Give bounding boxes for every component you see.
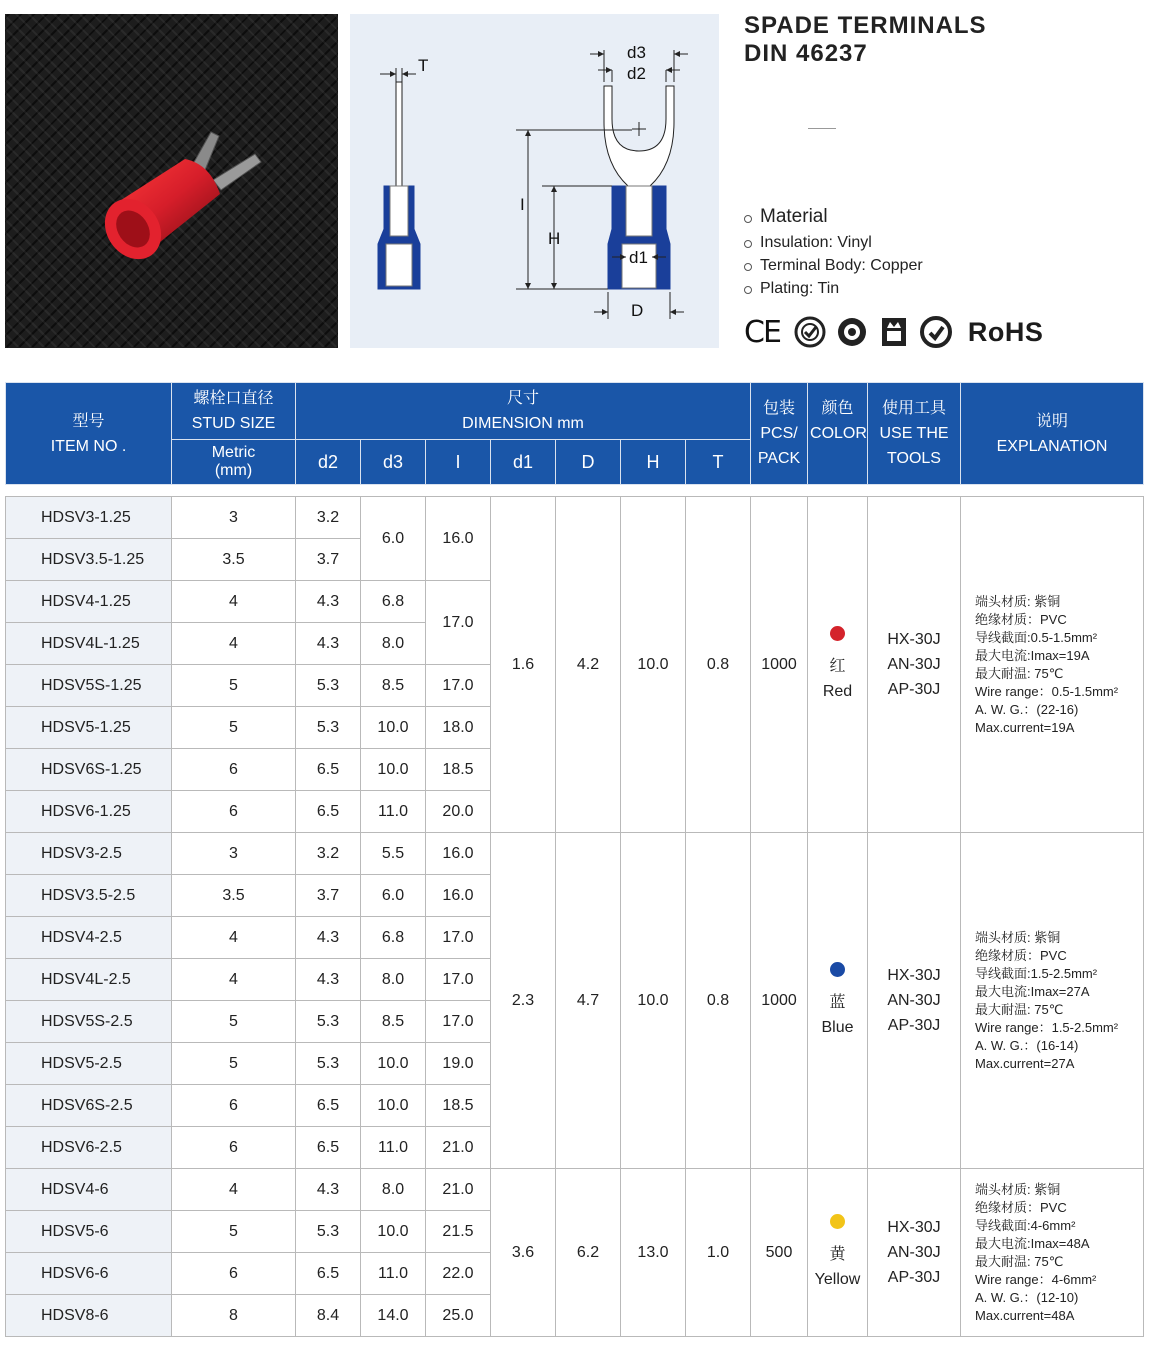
d2-cell: 4.3: [296, 623, 361, 665]
header-pack: 包装 PCS/ PACK: [751, 383, 808, 485]
table-row: [6, 833, 1144, 875]
header-color: 颜色 COLOR: [808, 383, 868, 485]
spec-table: [5, 382, 1144, 1337]
metric-cell: 4: [172, 581, 296, 623]
d2-cell: 4.3: [296, 917, 361, 959]
I-cell: 20.0: [426, 791, 491, 833]
metric-cell: 3.5: [172, 539, 296, 581]
label-H: H: [548, 229, 561, 248]
material-list: [744, 205, 923, 300]
d1-cell: 2.3: [491, 833, 556, 1169]
I-cell: 16.0: [426, 833, 491, 875]
metric-cell: 5: [172, 665, 296, 707]
pack-cell: 1000: [751, 497, 808, 833]
table-row: [6, 1169, 1144, 1211]
I-cell: 21.0: [426, 1127, 491, 1169]
header-item: 型号 ITEM NO .: [6, 383, 172, 485]
d3-cell: 11.0: [361, 1127, 426, 1169]
header-stud-size: 螺栓口直径 STUD SIZE: [172, 383, 296, 440]
I-cell: 19.0: [426, 1043, 491, 1085]
I-cell: 17.0: [426, 665, 491, 707]
explanation-cell: 端头材质: 紫铜 绝缘材质：PVC 导线截面:4-6mm² 最大电流:Imax=48A 最大耐温: 75℃ Wire range：4-6mm² A. W. G.：(12-10) Max.current=48A: [961, 1169, 1144, 1337]
I-cell: 18.5: [426, 1085, 491, 1127]
d3-cell: 8.5: [361, 665, 426, 707]
d3-cell: 10.0: [361, 1085, 426, 1127]
label-d3: d3: [627, 43, 646, 62]
d3-cell: 8.0: [361, 959, 426, 1001]
color-cell: 黄 Yellow: [808, 1169, 868, 1337]
product-title: SPADE TERMINALS: [744, 12, 987, 39]
product-photo: [5, 14, 338, 348]
item-no: HDSV6-1.25: [6, 791, 172, 833]
I-cell: 25.0: [426, 1295, 491, 1337]
d3-cell: 10.0: [361, 749, 426, 791]
I-cell: 17.0: [426, 581, 491, 665]
d3-cell: 5.5: [361, 833, 426, 875]
d3-cell: 8.5: [361, 1001, 426, 1043]
I-cell: 21.5: [426, 1211, 491, 1253]
d3-cell: 8.0: [361, 1169, 426, 1211]
item-no: HDSV4-1.25: [6, 581, 172, 623]
item-no: HDSV3-2.5: [6, 833, 172, 875]
I-cell: 16.0: [426, 497, 491, 581]
I-cell: 17.0: [426, 959, 491, 1001]
d2-cell: 6.5: [296, 1253, 361, 1295]
product-standard: DIN 46237: [744, 40, 868, 67]
color-cell: 红 Red: [808, 497, 868, 833]
spec-table-body: [6, 485, 1144, 1337]
d2-cell: 3.7: [296, 539, 361, 581]
table-row: [6, 497, 1144, 539]
item-no: HDSV4-6: [6, 1169, 172, 1211]
d3-cell: 14.0: [361, 1295, 426, 1337]
d3-cell: 6.8: [361, 581, 426, 623]
d3-cell: 11.0: [361, 791, 426, 833]
d2-cell: 5.3: [296, 707, 361, 749]
item-no: HDSV8-6: [6, 1295, 172, 1337]
metric-cell: 5: [172, 1001, 296, 1043]
label-d1: d1: [629, 248, 648, 267]
d3-cell: 10.0: [361, 1211, 426, 1253]
red-spade-terminal-image: [5, 14, 338, 348]
d2-cell: 4.3: [296, 581, 361, 623]
explanation-cell: 端头材质: 紫铜 绝缘材质：PVC 导线截面:0.5-1.5mm² 最大电流:Imax=19A 最大耐温: 75℃ Wire range：0.5-1.5mm² A. W. G.：(22-16) Max.current=19A: [961, 497, 1144, 833]
sgs-icon: [920, 316, 952, 348]
label-D: D: [631, 301, 644, 320]
divider: [808, 128, 836, 129]
I-cell: 21.0: [426, 1169, 491, 1211]
pack-cell: 1000: [751, 833, 808, 1169]
item-no: HDSV3.5-1.25: [6, 539, 172, 581]
metric-cell: 6: [172, 749, 296, 791]
metric-cell: 6: [172, 1253, 296, 1295]
I-cell: 16.0: [426, 875, 491, 917]
d2-cell: 8.4: [296, 1295, 361, 1337]
d2-cell: 3.2: [296, 833, 361, 875]
tools-cell: HX-30J AN-30J AP-30J: [868, 1169, 961, 1337]
d2-cell: 5.3: [296, 1043, 361, 1085]
certification-seal-icon: [794, 316, 826, 348]
I-cell: 18.5: [426, 749, 491, 791]
item-no: HDSV6-2.5: [6, 1127, 172, 1169]
crown-certificate-icon: [878, 316, 910, 348]
color-cell: 蓝 Blue: [808, 833, 868, 1169]
label-I: I: [520, 195, 525, 214]
d2-cell: 6.5: [296, 791, 361, 833]
metric-cell: 6: [172, 791, 296, 833]
metric-cell: 3: [172, 497, 296, 539]
H-cell: 10.0: [621, 497, 686, 833]
d2-cell: 5.3: [296, 1211, 361, 1253]
d2-cell: 5.3: [296, 665, 361, 707]
metric-cell: 4: [172, 1169, 296, 1211]
item-no: HDSV6S-1.25: [6, 749, 172, 791]
T-cell: 0.8: [686, 497, 751, 833]
item-no: HDSV4L-2.5: [6, 959, 172, 1001]
metric-cell: 6: [172, 1127, 296, 1169]
metric-cell: 5: [172, 1043, 296, 1085]
d3-cell: 10.0: [361, 1043, 426, 1085]
item-no: HDSV3-1.25: [6, 497, 172, 539]
metric-cell: 4: [172, 917, 296, 959]
label-T: T: [418, 56, 429, 75]
metric-cell: 6: [172, 1085, 296, 1127]
color-swatch-blue: [830, 962, 845, 977]
d2-cell: 3.7: [296, 875, 361, 917]
label-d2: d2: [627, 64, 646, 83]
ce-mark-icon: CE: [744, 314, 780, 350]
header-tools: 使用工具 USE THE TOOLS: [868, 383, 961, 485]
metric-cell: 4: [172, 959, 296, 1001]
D-cell: 4.2: [556, 497, 621, 833]
header-H: H: [621, 440, 686, 485]
d2-cell: 6.5: [296, 1127, 361, 1169]
d1-cell: 1.6: [491, 497, 556, 833]
D-cell: 4.7: [556, 833, 621, 1169]
d2-cell: 4.3: [296, 959, 361, 1001]
item-no: HDSV4L-1.25: [6, 623, 172, 665]
header-D: D: [556, 440, 621, 485]
metric-cell: 5: [172, 707, 296, 749]
d2-cell: 6.5: [296, 1085, 361, 1127]
d2-cell: 4.3: [296, 1169, 361, 1211]
I-cell: 17.0: [426, 917, 491, 959]
item-no: HDSV6S-2.5: [6, 1085, 172, 1127]
item-no: HDSV5S-2.5: [6, 1001, 172, 1043]
rohs-label: RoHS: [967, 316, 1044, 347]
item-no: HDSV4-2.5: [6, 917, 172, 959]
tools-cell: HX-30J AN-30J AP-30J: [868, 497, 961, 833]
pack-cell: 500: [751, 1169, 808, 1337]
metric-cell: 8: [172, 1295, 296, 1337]
metric-cell: 3.5: [172, 875, 296, 917]
item-no: HDSV5-2.5: [6, 1043, 172, 1085]
header-metric: Metric (mm): [172, 440, 296, 485]
I-cell: 22.0: [426, 1253, 491, 1295]
header-T: T: [686, 440, 751, 485]
d3-cell: 6.8: [361, 917, 426, 959]
H-cell: 13.0: [621, 1169, 686, 1337]
material-plating: Plating: Tin: [744, 277, 923, 300]
dimension-drawing: [350, 14, 719, 348]
metric-cell: 4: [172, 623, 296, 665]
header-d2: d2: [296, 440, 361, 485]
d2-cell: 6.5: [296, 749, 361, 791]
I-cell: 17.0: [426, 1001, 491, 1043]
T-cell: 1.0: [686, 1169, 751, 1337]
header-I: I: [426, 440, 491, 485]
color-swatch-yellow: [830, 1214, 845, 1229]
certification-shield-icon: [836, 316, 868, 348]
material-body: Terminal Body: Copper: [744, 254, 923, 277]
material-heading: Material: [744, 205, 923, 231]
d3-cell: 11.0: [361, 1253, 426, 1295]
H-cell: 10.0: [621, 833, 686, 1169]
item-no: HDSV6-6: [6, 1253, 172, 1295]
item-no: HDSV5-6: [6, 1211, 172, 1253]
item-no: HDSV5S-1.25: [6, 665, 172, 707]
header-dimension: 尺寸 DIMENSION mm: [296, 383, 751, 440]
d3-cell: 6.0: [361, 875, 426, 917]
d3-cell: 8.0: [361, 623, 426, 665]
d2-cell: 5.3: [296, 1001, 361, 1043]
tools-cell: HX-30J AN-30J AP-30J: [868, 833, 961, 1169]
d1-cell: 3.6: [491, 1169, 556, 1337]
item-no: HDSV5-1.25: [6, 707, 172, 749]
spade-terminal-diagram: [350, 14, 719, 348]
d3-cell: 10.0: [361, 707, 426, 749]
header-d3: d3: [361, 440, 426, 485]
certification-row: [744, 312, 1043, 352]
T-cell: 0.8: [686, 833, 751, 1169]
d2-cell: 3.2: [296, 497, 361, 539]
metric-cell: 5: [172, 1211, 296, 1253]
header-explanation: 说明 EXPLANATION: [961, 383, 1144, 485]
explanation-cell: 端头材质: 紫铜 绝缘材质：PVC 导线截面:1.5-2.5mm² 最大电流:Imax=27A 最大耐温: 75℃ Wire range：1.5-2.5mm² A. W. G.：(16-14) Max.current=27A: [961, 833, 1144, 1169]
d3-cell: 6.0: [361, 497, 426, 581]
D-cell: 6.2: [556, 1169, 621, 1337]
item-no: HDSV3.5-2.5: [6, 875, 172, 917]
material-insulation: Insulation: Vinyl: [744, 231, 923, 254]
header-d1: d1: [491, 440, 556, 485]
I-cell: 18.0: [426, 707, 491, 749]
metric-cell: 3: [172, 833, 296, 875]
color-swatch-red: [830, 626, 845, 641]
